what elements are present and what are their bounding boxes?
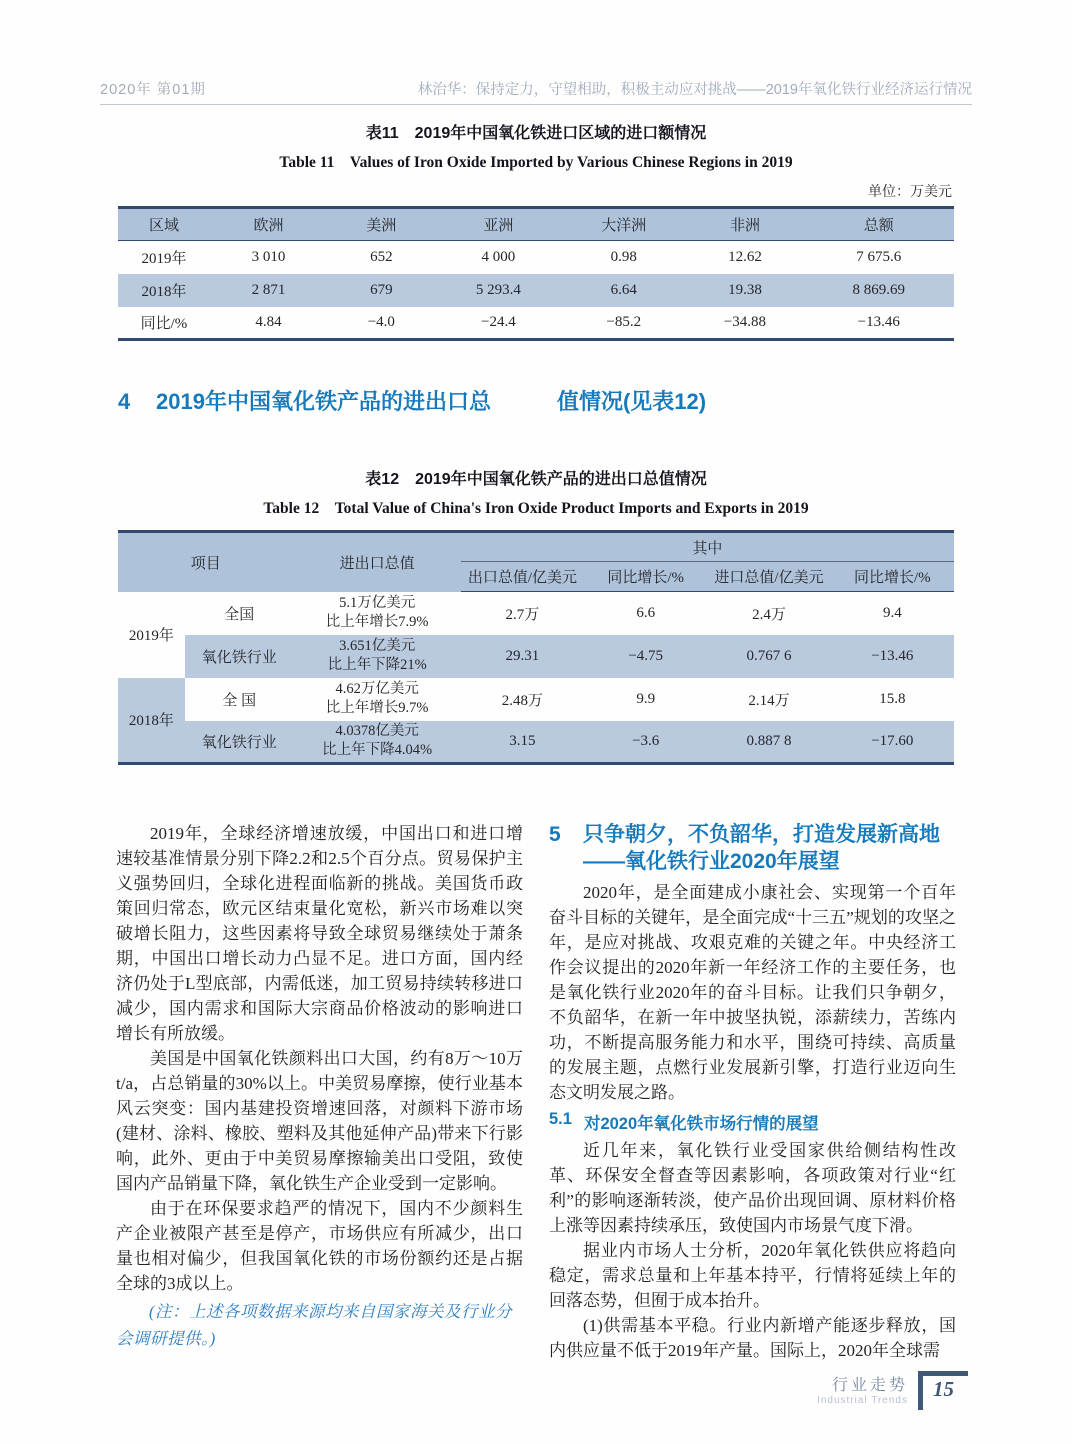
table-cell: 2.4万 [752, 606, 786, 623]
page-footer [817, 1371, 968, 1410]
table11-header-cell: 美洲 [327, 208, 436, 241]
table-cell: 652 [370, 248, 393, 265]
table-cell: 2.48万 [501, 692, 544, 709]
table-cell: 同比/% [140, 315, 188, 332]
footer-section-label-zh: 行业走势 [831, 1377, 908, 1394]
body-columns [116, 821, 956, 1363]
table11-row-2019 [118, 241, 954, 274]
page-content [100, 108, 972, 1363]
right-column [549, 821, 956, 1363]
year-cell: 2019年 [128, 628, 174, 644]
table12-row-2019-industry [118, 635, 954, 678]
paragraph: 2020年，是全面建成小康社会、实现第一个百年奋斗目标的关键年，是全面完成“十三五”规划的攻坚之年，是应对挑战、攻艰克难的关键之年。中央经济工作会议提出的2020年新一年经济工作的主要任务，也是氧化铁行业2020年的奋斗目标。让我们只争朝夕，不负韶华，在新一年中披坚执锐，添薪续力，苦练内功，不断提高服务能力和水平，围绕可持续、高质量的发展主题，点燃行业发展新引擎，打造行业迈向生态文明发展之路。 [549, 883, 956, 1102]
total-cell: 4.0378亿美元 比上年下降4.04% [294, 721, 461, 764]
table-cell: 3.15 [461, 721, 584, 764]
table-cell: 15.8 [879, 690, 906, 707]
table12-row-2019-national [118, 592, 954, 635]
paragraph: 近几年来，氧化铁行业受国家供给侧结构性改革、环保安全督查等因素影响，各项政策对行业“红利”的影响逐渐转淡，使产品价出现回调、原材料价格上涨等因素持续承压，致使国内市场景气度下滑。 [549, 1141, 956, 1235]
table11-header-cell: 总额 [803, 208, 954, 241]
table-cell: 4.84 [255, 313, 282, 330]
paragraph: 2019年，全球经济增速放缓，中国出口和进口增速较基准情景分别下降2.2和2.5个百分点。贸易保护主义强势回归，全球化进程面临新的挑战。美国货币政策回归常态，欧元区结束量化宽松，新兴市场难以突破增长阻力，这些因素将导致全球贸易继续处于萧条期，中国出口增长动力凸显不足。进口方面，国内经济仍处于L型底部，内需低迷，加工贸易持续转移进口减少，国内需求和国际大宗商品价格波动的影响进口增长有所放缓。 [116, 824, 523, 1043]
table-cell: 19.38 [686, 274, 803, 307]
table-cell: 6.6 [636, 604, 656, 621]
page-number-bracket [918, 1371, 968, 1410]
table11-row-2018 [118, 274, 954, 307]
table12-title-en: Table 12 Total Value of China's Iron Oxide Product Imports and Exports in 2019 [263, 500, 809, 517]
category-cell: 全 国 [222, 692, 257, 709]
table11-header-cell: 大洋洲 [561, 208, 686, 241]
table-cell: 8 869.69 [803, 274, 954, 307]
table-cell: 9.9 [636, 690, 656, 707]
section5-1-number: 5.1 [549, 1110, 572, 1128]
total-cell: 3.651亿美元 比上年下降21% [294, 635, 461, 678]
table11-title-en: Table 11 Values of Iron Oxide Imported by Various Chinese Regions in 2019 [279, 154, 793, 171]
table-cell: −4.0 [367, 313, 395, 330]
table12-subheader-cell: 同比增长/% [831, 562, 954, 592]
table-cell: 3 010 [251, 248, 286, 265]
table-cell: 7 675.6 [856, 248, 902, 265]
section4-title-part1: 2019年中国氧化铁产品的进出口总 [156, 389, 491, 414]
table-cell: 2019年 [141, 250, 187, 267]
table11-unit-label: 单位：万美元 [868, 185, 952, 200]
table11-title-zh: 表11 2019年中国氧化铁进口区域的进口额情况 [365, 125, 707, 142]
table11-caption [100, 120, 972, 172]
table-cell: 6.64 [561, 274, 686, 307]
table-cell: −34.88 [723, 313, 767, 330]
table-cell: 0.767 6 [707, 635, 830, 678]
issue-label: 2020年 第01期 [100, 82, 206, 98]
paragraph: 据业内市场人士分析，2020年氧化铁供应将趋向稳定，需求总量和上年基本持平，行情将延续上年的回落态势，但囿于成本抬升。 [549, 1241, 956, 1310]
table12-header-among: 其中 [461, 532, 954, 562]
table-cell: 2.7万 [505, 606, 540, 623]
paragraph: (1)供需基本平稳。行业内新增产能逐步释放，国内供应量不低于2019年产量。国际上，2020年全球需 [549, 1316, 956, 1360]
table12-header-row1 [118, 532, 954, 562]
table12-subheader-cell: 进口总值/亿美元 [707, 562, 830, 592]
table12-subheader-cell: 同比增长/% [584, 562, 707, 592]
table-cell: 9.4 [882, 604, 902, 621]
table-cell: 2018年 [118, 274, 210, 307]
table11-header-cell: 亚洲 [436, 208, 561, 241]
table-cell: −85.2 [606, 313, 642, 330]
table-cell: −24.4 [480, 313, 516, 330]
section5-1-title: 对2020年氧化铁市场行情的展望 [583, 1115, 819, 1133]
year-cell: 2018年 [118, 678, 185, 764]
section5-1-heading [549, 1110, 956, 1134]
table11-header-cell: 非洲 [686, 208, 803, 241]
table-cell: 679 [327, 274, 436, 307]
category-cell: 全国 [224, 606, 255, 623]
table12-header-project: 项目 [118, 532, 294, 592]
table-import-export-totals [118, 530, 954, 765]
section4-heading [118, 385, 954, 416]
table11-header-cell: 区域 [118, 208, 210, 241]
section4-title-part2: 值情况(见表12) [556, 389, 707, 414]
table-cell: −3.6 [584, 721, 707, 764]
total-cell: 4.62万亿美元 比上年增长9.7% [325, 681, 429, 716]
footer-labels [817, 1372, 908, 1410]
table12-subheader-cell: 出口总值/亿美元 [461, 562, 584, 592]
left-column [116, 821, 523, 1363]
table11-row-yoy [118, 307, 954, 340]
section4-number: 4 [118, 389, 131, 414]
table12-title-zh: 表12 2019年中国氧化铁产品的进出口总值情况 [365, 471, 707, 488]
total-cell: 5.1万亿美元 比上年增长7.9% [325, 595, 429, 630]
table-cell: 0.98 [610, 248, 637, 265]
table-cell: −4.75 [584, 635, 707, 678]
paragraph: 美国是中国氧化铁颜料出口大国，约有8万～10万t/a，占总销量的30%以上。中美贸易摩擦，使行业基本风云突变：国内基建投资增速回落，对颜料下游市场(建材、涂料、橡胶、塑料及其他延伸产品)带来下行影响，此外、更由于中美贸易摩擦输美出口受阻，致使国内产品销量下降，氧化铁生产企业受到一定影响。 [116, 1049, 523, 1193]
table11-header-cell: 欧洲 [210, 208, 327, 241]
running-header [100, 78, 972, 105]
table12-caption [100, 466, 972, 518]
table12-header-total: 进出口总值 [294, 532, 461, 592]
category-cell: 氧化铁行业 [185, 635, 294, 678]
table-cell: −13.46 [831, 635, 954, 678]
section5-title: 只争朝夕，不负韶华，打造发展新高地——氧化铁行业2020年展望 [583, 823, 940, 873]
data-source-note: (注：上述各项数据来源均来自国家海关及行业分会调研提供。) [116, 1302, 512, 1348]
table12-row-2018-industry [118, 721, 954, 764]
category-cell: 氧化铁行业 [185, 721, 294, 764]
footer-section-label-en: Industrial Trends [817, 1395, 908, 1406]
table-cell: 4 000 [481, 248, 516, 265]
table-cell: −17.60 [831, 721, 954, 764]
running-title: 林治华：保持定力，守望相助，积极主动应对挑战——2019年氧化铁行业经济运行情况 [417, 82, 972, 98]
table-cell: 2.14万 [748, 692, 790, 709]
table11-header-row [118, 208, 954, 241]
table12-row-2018-national [118, 678, 954, 721]
section5-heading [549, 821, 956, 875]
table-cell: 2 871 [210, 274, 327, 307]
table-imports-by-region [118, 206, 954, 341]
table-cell: 12.62 [728, 248, 762, 265]
table-cell: 0.887 8 [707, 721, 830, 764]
paragraph: 由于在环保要求趋严的情况下，国内不少颜料生产企业被限产甚至是停产，市场供应有所减少，出口量也相对偏少，但我国氧化铁的市场份额约还是占据全球的3成以上。 [116, 1199, 523, 1293]
page-number: 15 [933, 1377, 954, 1401]
table-cell: −13.46 [857, 313, 900, 330]
table-cell: 29.31 [461, 635, 584, 678]
table-cell: 5 293.4 [436, 274, 561, 307]
section5-number: 5 [549, 823, 561, 846]
